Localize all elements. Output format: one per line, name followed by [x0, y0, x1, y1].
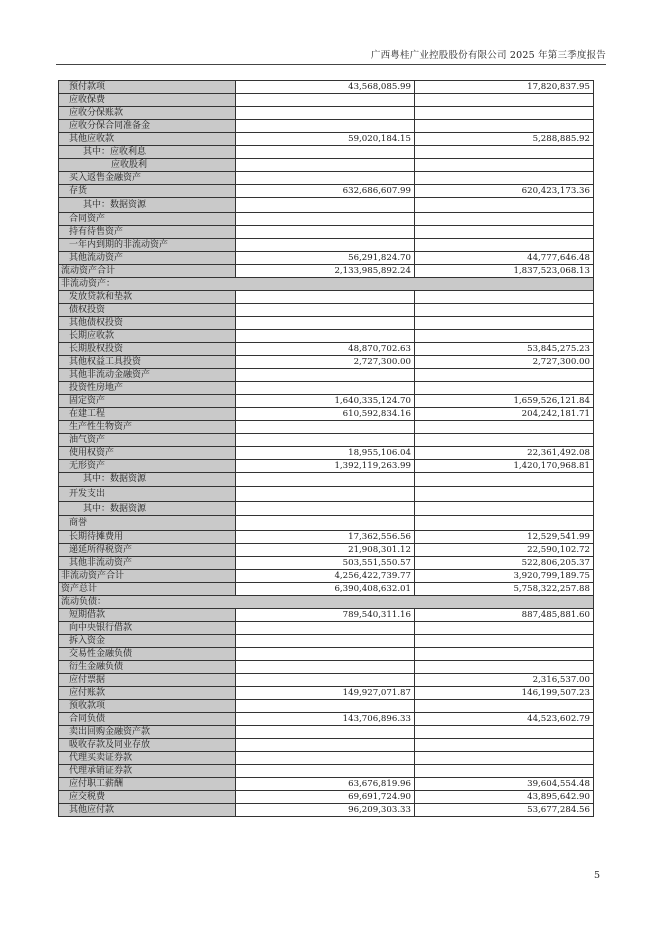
prior-period-value: 3,920,799,189.75 [415, 569, 594, 582]
prior-period-value [415, 487, 594, 502]
prior-period-value: 2,316,537.00 [415, 673, 594, 686]
row-label: 卖出回购金融资产款 [59, 725, 236, 738]
row-label: 长期应收款 [59, 329, 236, 342]
table-row [59, 764, 594, 777]
row-label: 其他应付款 [59, 803, 236, 816]
table-row [59, 751, 594, 764]
row-label: 其中：数据资源 [59, 472, 236, 487]
row-label: 流动资产合计 [59, 264, 236, 277]
prior-period-value: 146,199,507.23 [415, 686, 594, 699]
table-row [59, 329, 594, 342]
current-period-value: 1,392,119,263.99 [236, 459, 415, 472]
row-label: 发放贷款和垫款 [59, 290, 236, 303]
table-row [59, 686, 594, 699]
current-period-value [236, 433, 415, 446]
prior-period-value: 620,423,173.36 [415, 185, 594, 198]
table-row [59, 381, 594, 394]
current-period-value [236, 303, 415, 316]
current-period-value: 69,691,724.90 [236, 790, 415, 803]
table-row [59, 433, 594, 446]
row-label: 无形资产 [59, 459, 236, 472]
table-row [59, 107, 594, 120]
row-label: 其他流动资产 [59, 251, 236, 264]
row-label: 长期待摊费用 [59, 530, 236, 543]
header-divider [56, 64, 606, 65]
table-row [59, 530, 594, 543]
current-period-value [236, 316, 415, 329]
prior-period-value [415, 699, 594, 712]
row-label: 使用权资产 [59, 446, 236, 459]
table-row [59, 198, 594, 213]
current-period-value: 2,727,300.00 [236, 355, 415, 368]
prior-period-value: 53,845,275.23 [415, 342, 594, 355]
current-period-value: 21,908,301.12 [236, 543, 415, 556]
row-label: 一年内到期的非流动资产 [59, 238, 236, 251]
table-row [59, 647, 594, 660]
current-period-value: 789,540,311.16 [236, 608, 415, 621]
row-label: 短期借款 [59, 608, 236, 621]
row-label: 债权投资 [59, 303, 236, 316]
row-label: 拆入资金 [59, 634, 236, 647]
prior-period-value: 2,727,300.00 [415, 355, 594, 368]
current-period-value [236, 647, 415, 660]
current-period-value [236, 94, 415, 107]
prior-period-value: 1,837,523,068.13 [415, 264, 594, 277]
current-period-value [236, 725, 415, 738]
table-row [59, 738, 594, 751]
prior-period-value [415, 303, 594, 316]
table-row [59, 133, 594, 146]
table-row [59, 472, 594, 487]
current-period-value [236, 107, 415, 120]
table-row [59, 569, 594, 582]
prior-period-value [415, 725, 594, 738]
row-label: 非流动资产合计 [59, 569, 236, 582]
table-row [59, 582, 594, 595]
table-row [59, 264, 594, 277]
current-period-value: 18,955,106.04 [236, 446, 415, 459]
table-row [59, 803, 594, 816]
table-row [59, 608, 594, 621]
current-period-value [236, 238, 415, 251]
row-label: 向中央银行借款 [59, 621, 236, 634]
row-label: 其他应收款 [59, 133, 236, 146]
current-period-value [236, 290, 415, 303]
table-row [59, 146, 594, 159]
table-row [59, 342, 594, 355]
prior-period-value: 53,677,284.56 [415, 803, 594, 816]
table-row [59, 595, 594, 608]
prior-period-value: 204,242,181.71 [415, 407, 594, 420]
table-row [59, 725, 594, 738]
prior-period-value [415, 751, 594, 764]
table-row [59, 238, 594, 251]
table-row [59, 368, 594, 381]
row-label: 投资性房地产 [59, 381, 236, 394]
prior-period-value [415, 120, 594, 133]
current-period-value [236, 751, 415, 764]
prior-period-value [415, 198, 594, 213]
table-row [59, 316, 594, 329]
row-label: 应付职工薪酬 [59, 777, 236, 790]
current-period-value [236, 368, 415, 381]
row-label: 持有待售资产 [59, 225, 236, 238]
prior-period-value [415, 472, 594, 487]
table-row [59, 556, 594, 569]
prior-period-value [415, 433, 594, 446]
row-label: 代理买卖证券款 [59, 751, 236, 764]
balance-sheet-table [58, 80, 594, 817]
row-label: 长期股权投资 [59, 342, 236, 355]
prior-period-value [415, 501, 594, 516]
prior-period-value: 1,420,170,968.81 [415, 459, 594, 472]
current-period-value: 63,676,819.96 [236, 777, 415, 790]
row-label: 存货 [59, 185, 236, 198]
table-row [59, 277, 594, 290]
table-row [59, 420, 594, 433]
row-label: 应付账款 [59, 686, 236, 699]
current-period-value [236, 738, 415, 751]
table-row [59, 459, 594, 472]
prior-period-value [415, 516, 594, 531]
table-row [59, 621, 594, 634]
current-period-value [236, 673, 415, 686]
row-label: 其他债权投资 [59, 316, 236, 329]
current-period-value: 6,390,408,632.01 [236, 582, 415, 595]
table-row [59, 120, 594, 133]
prior-period-value: 39,604,554.48 [415, 777, 594, 790]
prior-period-value [415, 738, 594, 751]
table-row [59, 699, 594, 712]
table-row [59, 225, 594, 238]
row-label: 油气资产 [59, 433, 236, 446]
current-period-value: 632,686,607.99 [236, 185, 415, 198]
table-row [59, 81, 594, 94]
row-label: 应交税费 [59, 790, 236, 803]
row-label: 流动负债： [59, 595, 594, 608]
row-label: 在建工程 [59, 407, 236, 420]
row-label: 生产性生物资产 [59, 420, 236, 433]
prior-period-value: 5,288,885.92 [415, 133, 594, 146]
prior-period-value [415, 212, 594, 225]
table-row [59, 407, 594, 420]
current-period-value: 43,568,085.99 [236, 81, 415, 94]
prior-period-value [415, 238, 594, 251]
table-row [59, 185, 594, 198]
row-label: 预付款项 [59, 81, 236, 94]
current-period-value: 1,640,335,124.70 [236, 394, 415, 407]
row-label: 其他权益工具投资 [59, 355, 236, 368]
prior-period-value: 44,777,646.48 [415, 251, 594, 264]
current-period-value: 503,551,550.57 [236, 556, 415, 569]
table-row [59, 159, 594, 172]
row-label: 递延所得税资产 [59, 543, 236, 556]
current-period-value [236, 516, 415, 531]
row-label: 买入返售金融资产 [59, 172, 236, 185]
row-label: 非流动资产： [59, 277, 594, 290]
prior-period-value [415, 381, 594, 394]
row-label: 合同负债 [59, 712, 236, 725]
row-label: 其中：数据资源 [59, 501, 236, 516]
row-label: 衍生金融负债 [59, 660, 236, 673]
prior-period-value [415, 621, 594, 634]
prior-period-value: 22,590,102.72 [415, 543, 594, 556]
table-row [59, 543, 594, 556]
current-period-value [236, 764, 415, 777]
current-period-value: 4,256,422,739.77 [236, 569, 415, 582]
row-label: 预收款项 [59, 699, 236, 712]
prior-period-value: 17,820,837.95 [415, 81, 594, 94]
row-label: 应收股利 [59, 159, 236, 172]
balance-sheet-body [59, 81, 594, 817]
table-row [59, 516, 594, 531]
current-period-value [236, 420, 415, 433]
row-label: 代理承销证券款 [59, 764, 236, 777]
table-row [59, 303, 594, 316]
table-row [59, 172, 594, 185]
prior-period-value: 522,806,205.37 [415, 556, 594, 569]
prior-period-value [415, 420, 594, 433]
row-label: 应收分保合同准备金 [59, 120, 236, 133]
prior-period-value [415, 172, 594, 185]
table-row [59, 777, 594, 790]
prior-period-value: 5,758,322,257.88 [415, 582, 594, 595]
current-period-value [236, 329, 415, 342]
current-period-value: 56,291,824.70 [236, 251, 415, 264]
row-label: 其他非流动资产 [59, 556, 236, 569]
table-row [59, 394, 594, 407]
current-period-value: 17,362,556.56 [236, 530, 415, 543]
prior-period-value: 12,529,541.99 [415, 530, 594, 543]
current-period-value [236, 146, 415, 159]
row-label: 应收分保账款 [59, 107, 236, 120]
row-label: 其他非流动金融资产 [59, 368, 236, 381]
current-period-value: 96,209,303.33 [236, 803, 415, 816]
table-row [59, 355, 594, 368]
table-row [59, 290, 594, 303]
current-period-value [236, 225, 415, 238]
table-row [59, 634, 594, 647]
prior-period-value [415, 634, 594, 647]
report-header-title: 广西粤桂广业控股股份有限公司 2025 年第三季度报告 [370, 50, 606, 61]
prior-period-value: 43,895,642.90 [415, 790, 594, 803]
prior-period-value [415, 225, 594, 238]
current-period-value: 48,870,702.63 [236, 342, 415, 355]
current-period-value: 2,133,985,892.24 [236, 264, 415, 277]
table-row [59, 660, 594, 673]
current-period-value: 143,706,896.33 [236, 712, 415, 725]
current-period-value [236, 621, 415, 634]
prior-period-value [415, 329, 594, 342]
current-period-value [236, 172, 415, 185]
current-period-value [236, 212, 415, 225]
current-period-value [236, 472, 415, 487]
current-period-value [236, 660, 415, 673]
table-row [59, 446, 594, 459]
prior-period-value: 44,523,602.79 [415, 712, 594, 725]
row-label: 其中：数据资源 [59, 198, 236, 213]
prior-period-value [415, 647, 594, 660]
prior-period-value [415, 290, 594, 303]
prior-period-value [415, 368, 594, 381]
current-period-value [236, 634, 415, 647]
table-row [59, 501, 594, 516]
table-row [59, 790, 594, 803]
row-label: 交易性金融负债 [59, 647, 236, 660]
prior-period-value [415, 316, 594, 329]
prior-period-value: 887,485,881.60 [415, 608, 594, 621]
row-label: 吸收存款及同业存放 [59, 738, 236, 751]
prior-period-value: 22,361,492.08 [415, 446, 594, 459]
row-label: 资产总计 [59, 582, 236, 595]
row-label: 应付票据 [59, 673, 236, 686]
current-period-value [236, 487, 415, 502]
current-period-value: 149,927,071.87 [236, 686, 415, 699]
page-number: 5 [593, 870, 600, 881]
table-row [59, 673, 594, 686]
current-period-value [236, 198, 415, 213]
row-label: 开发支出 [59, 487, 236, 502]
row-label: 应收保费 [59, 94, 236, 107]
current-period-value [236, 120, 415, 133]
table-row [59, 251, 594, 264]
table-row [59, 212, 594, 225]
table-row [59, 94, 594, 107]
current-period-value: 59,020,184.15 [236, 133, 415, 146]
prior-period-value [415, 660, 594, 673]
row-label: 其中：应收利息 [59, 146, 236, 159]
current-period-value: 610,592,834.16 [236, 407, 415, 420]
table-row [59, 487, 594, 502]
current-period-value [236, 501, 415, 516]
prior-period-value [415, 107, 594, 120]
current-period-value [236, 381, 415, 394]
row-label: 固定资产 [59, 394, 236, 407]
prior-period-value: 1,659,526,121.84 [415, 394, 594, 407]
prior-period-value [415, 94, 594, 107]
prior-period-value [415, 764, 594, 777]
current-period-value [236, 699, 415, 712]
current-period-value [236, 159, 415, 172]
prior-period-value [415, 159, 594, 172]
row-label: 商誉 [59, 516, 236, 531]
table-row [59, 712, 594, 725]
prior-period-value [415, 146, 594, 159]
row-label: 合同资产 [59, 212, 236, 225]
